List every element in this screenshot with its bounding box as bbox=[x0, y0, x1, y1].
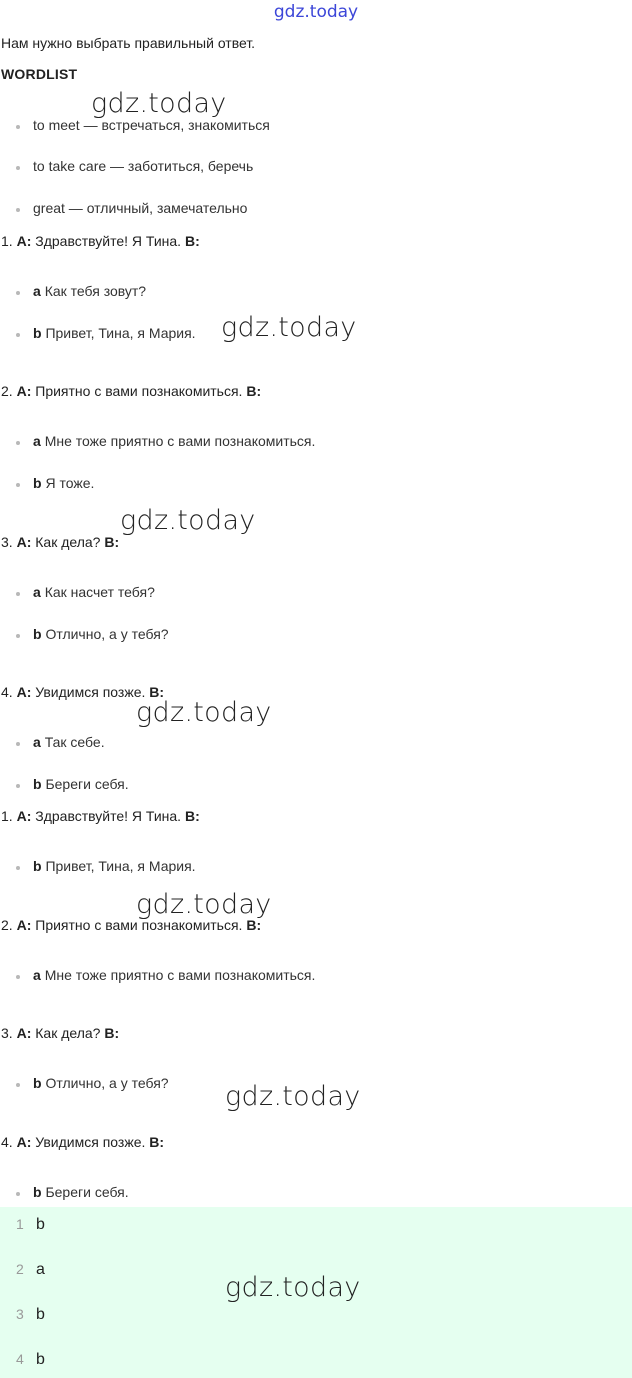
option-text: Так себе. bbox=[44, 734, 105, 750]
question-number: 3. bbox=[1, 534, 13, 550]
option-letter: b bbox=[33, 1184, 42, 1200]
question-2 bbox=[1, 383, 261, 399]
speaker-b-label: B: bbox=[104, 1025, 120, 1041]
option-text: Мне тоже приятно с вами познакомиться. bbox=[44, 433, 316, 449]
option-letter: b bbox=[33, 626, 42, 642]
watermark: gdz.today bbox=[225, 1272, 361, 1303]
option-text: Отлично, а у тебя? bbox=[45, 1075, 169, 1091]
option-a bbox=[0, 734, 105, 750]
watermark: gdz.today bbox=[91, 88, 227, 119]
speaker-b-label: B: bbox=[184, 233, 200, 249]
option-b bbox=[0, 475, 94, 491]
question-number: 2. bbox=[1, 383, 13, 399]
option-letter: b bbox=[33, 325, 42, 341]
question-text: Здравствуйте! Я Тина. bbox=[35, 233, 182, 249]
option-letter: a bbox=[33, 734, 41, 750]
solution-answer bbox=[0, 858, 196, 874]
option-b bbox=[0, 626, 169, 642]
question-number: 3. bbox=[1, 1025, 13, 1041]
option-letter: a bbox=[33, 433, 41, 449]
question-number: 4. bbox=[1, 684, 13, 700]
option-letter: b bbox=[33, 776, 42, 792]
answer-number: 1 bbox=[16, 1216, 24, 1232]
answer-value: b bbox=[36, 1306, 45, 1323]
solution-answer bbox=[0, 967, 315, 983]
question-3 bbox=[1, 534, 119, 550]
question-number: 1. bbox=[1, 808, 13, 824]
answer-value: a bbox=[36, 1261, 45, 1278]
option-a bbox=[0, 283, 146, 299]
solution-answer bbox=[0, 1075, 169, 1091]
option-text: Береги себя. bbox=[45, 1184, 129, 1200]
solution-3 bbox=[1, 1025, 119, 1041]
option-b bbox=[0, 325, 196, 341]
wordlist-item: great — отличный, замечательно bbox=[0, 200, 247, 216]
speaker-a-label: A: bbox=[16, 534, 32, 550]
speaker-b-label: B: bbox=[184, 808, 200, 824]
option-letter: b bbox=[33, 1075, 42, 1091]
wordlist-item: to take care — заботиться, беречь bbox=[0, 158, 253, 174]
option-letter: a bbox=[33, 283, 41, 299]
question-number: 4. bbox=[1, 1134, 13, 1150]
answer-number: 3 bbox=[16, 1306, 24, 1322]
speaker-a-label: A: bbox=[16, 233, 32, 249]
site-logo[interactable]: gdz.today bbox=[273, 2, 359, 22]
question-text: Увидимся позже. bbox=[35, 1134, 146, 1150]
option-text: Я тоже. bbox=[45, 475, 95, 491]
speaker-b-label: B: bbox=[149, 684, 165, 700]
option-b bbox=[0, 776, 129, 792]
option-a bbox=[0, 584, 155, 600]
question-text: Как дела? bbox=[35, 1025, 101, 1041]
watermark: gdz.today bbox=[136, 889, 272, 920]
question-text: Приятно с вами познакомиться. bbox=[35, 383, 243, 399]
speaker-b-label: B: bbox=[246, 917, 262, 933]
speaker-a-label: A: bbox=[16, 383, 32, 399]
option-text: Как тебя зовут? bbox=[44, 283, 147, 299]
option-text: Отлично, а у тебя? bbox=[45, 626, 169, 642]
answer-number: 4 bbox=[16, 1351, 24, 1367]
watermark: gdz.today bbox=[120, 505, 256, 536]
solution-4 bbox=[1, 1134, 164, 1150]
intro-text: Нам нужно выбрать правильный ответ. bbox=[1, 35, 256, 51]
option-letter: a bbox=[33, 967, 41, 983]
speaker-a-label: A: bbox=[16, 917, 32, 933]
question-number: 1. bbox=[1, 233, 13, 249]
option-letter: b bbox=[33, 475, 42, 491]
speaker-a-label: A: bbox=[16, 1025, 32, 1041]
option-letter: a bbox=[33, 584, 41, 600]
option-a bbox=[0, 433, 315, 449]
question-text: Как дела? bbox=[35, 534, 101, 550]
wordlist-title: WORDLIST bbox=[1, 66, 78, 82]
wordlist-item: to meet — встречаться, знакомиться bbox=[0, 117, 270, 133]
solution-answer bbox=[0, 1184, 129, 1200]
speaker-a-label: A: bbox=[16, 1134, 32, 1150]
answer-value: b bbox=[36, 1216, 45, 1233]
answer-number: 2 bbox=[16, 1261, 24, 1277]
speaker-b-label: B: bbox=[246, 383, 262, 399]
option-text: Как насчет тебя? bbox=[44, 584, 155, 600]
answer-value: b bbox=[36, 1351, 45, 1368]
speaker-a-label: A: bbox=[16, 808, 32, 824]
question-text: Здравствуйте! Я Тина. bbox=[35, 808, 182, 824]
option-text: Привет, Тина, я Мария. bbox=[45, 858, 196, 874]
watermark: gdz.today bbox=[136, 697, 272, 728]
speaker-b-label: B: bbox=[149, 1134, 165, 1150]
question-text: Увидимся позже. bbox=[35, 684, 146, 700]
option-text: Привет, Тина, я Мария. bbox=[45, 325, 196, 341]
speaker-b-label: B: bbox=[104, 534, 120, 550]
question-1 bbox=[1, 233, 200, 249]
question-number: 2. bbox=[1, 917, 13, 933]
question-text: Приятно с вами познакомиться. bbox=[35, 917, 243, 933]
speaker-a-label: A: bbox=[16, 684, 32, 700]
option-letter: b bbox=[33, 858, 42, 874]
option-text: Мне тоже приятно с вами познакомиться. bbox=[44, 967, 316, 983]
option-text: Береги себя. bbox=[45, 776, 129, 792]
watermark: gdz.today bbox=[221, 312, 357, 343]
solution-1 bbox=[1, 808, 200, 824]
watermark: gdz.today bbox=[225, 1081, 361, 1112]
